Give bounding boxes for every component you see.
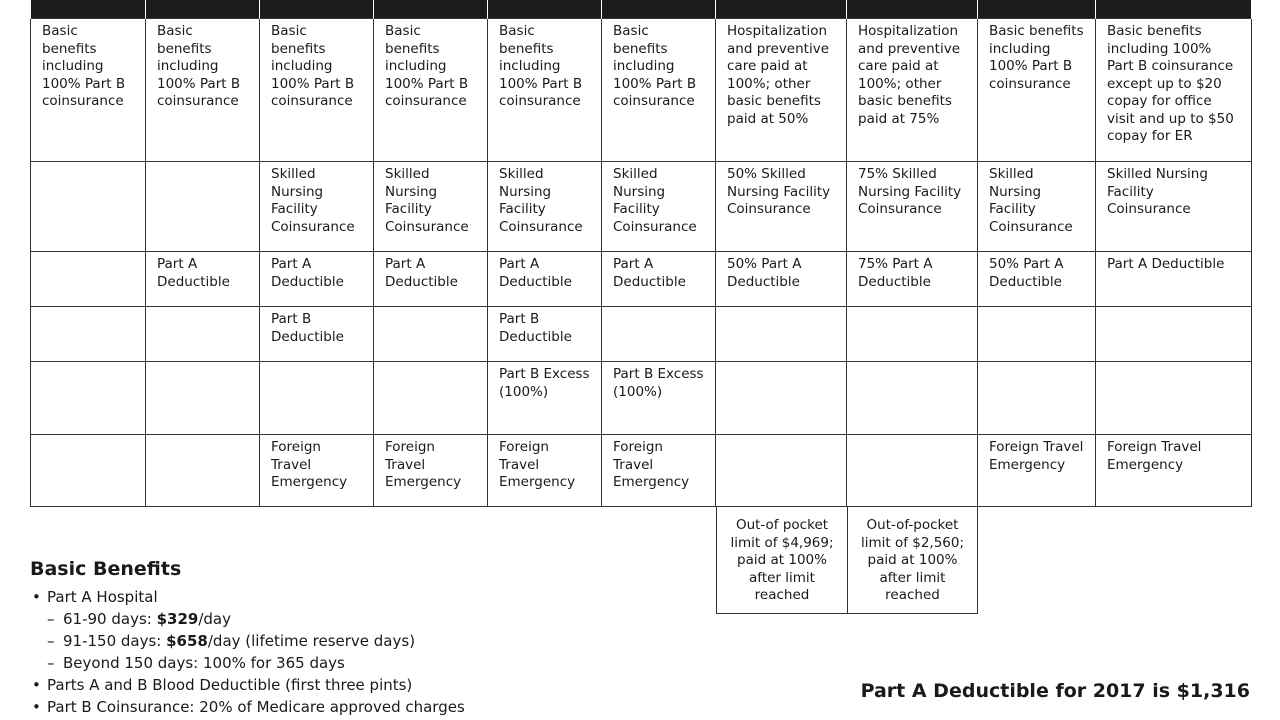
table-cell [146,307,260,362]
table-cell [847,435,978,507]
basic-benefits-list [30,586,465,718]
dash-glyph: – [47,610,55,628]
list-item-blood-deductible [30,674,465,696]
table-row-basic-benefits [31,19,1252,162]
plan-comparison-table [30,0,1252,507]
table-row-part-b-excess [31,362,1252,435]
table-cell [31,162,146,252]
table-cell [1096,307,1252,362]
out-of-pocket-limit-plan-k: Out-of pocket limit of $4,969; paid at 100% after limit reached [716,506,848,614]
table-cell [978,307,1096,362]
table-cell: Foreign Travel Emergency [602,435,716,507]
header-cell [374,0,488,19]
table-cell: 75% Skilled Nursing Facility Coinsurance [847,162,978,252]
table-cell [978,362,1096,435]
table-cell: 50% Part A Deductible [716,252,847,307]
table-cell: Foreign Travel Emergency [488,435,602,507]
list-item-text: Part B Coinsurance: 20% of Medicare approved charges [47,698,465,716]
table-cell: Basic benefits including 100% Part B coinsurance [146,19,260,162]
table-header-row [31,0,1252,19]
table-cell: Hospitalization and preventive care paid at 100%; other basic benefits paid at 50% [716,19,847,162]
table-cell [31,435,146,507]
table-cell [31,252,146,307]
header-cell [978,0,1096,19]
table-cell: Part A Deductible [602,252,716,307]
table-cell [374,362,488,435]
list-item-91-150-days [30,630,465,652]
list-item-label: 61-90 days: [63,610,157,628]
table-cell [374,307,488,362]
table-cell: Basic benefits including 100% Part B coinsurance [260,19,374,162]
table-cell: Foreign Travel Emergency [374,435,488,507]
table-cell [31,362,146,435]
list-item-unit: /day [198,610,231,628]
out-of-pocket-limit-plan-l: Out-of-pocket limit of $2,560; paid at 100% after limit reached [847,506,978,614]
header-cell [847,0,978,19]
table-cell: Part B Deductible [488,307,602,362]
list-item-61-90-days [30,608,465,630]
table-cell: Skilled Nursing Facility Coinsurance [602,162,716,252]
table-cell: Basic benefits including 100% Part B coinsurance [31,19,146,162]
list-item-text: Part A Hospital [47,588,158,606]
header-cell [716,0,847,19]
table-cell: Foreign Travel Emergency [260,435,374,507]
table-cell [31,307,146,362]
table-cell [716,435,847,507]
table-cell: Hospitalization and preventive care paid at 100%; other basic benefits paid at 75% [847,19,978,162]
table-row-foreign-travel [31,435,1252,507]
table-cell: Foreign Travel Emergency [1096,435,1252,507]
table-cell [716,362,847,435]
list-item-label: 91-150 days: [63,632,167,650]
table-cell: Part B Excess (100%) [602,362,716,435]
header-cell [260,0,374,19]
table-cell [260,362,374,435]
header-cell [488,0,602,19]
table-cell [847,307,978,362]
table-cell: Skilled Nursing Facility Coinsurance [978,162,1096,252]
list-item-part-b-coinsurance [30,696,465,718]
table-cell: Skilled Nursing Facility Coinsurance [260,162,374,252]
table-cell: Foreign Travel Emergency [978,435,1096,507]
table-cell [847,362,978,435]
header-cell [602,0,716,19]
table-cell: 75% Part A Deductible [847,252,978,307]
header-cell [146,0,260,19]
table-cell: Part A Deductible [374,252,488,307]
table-cell: Skilled Nursing Facility Coinsurance [488,162,602,252]
list-item-beyond-150-days [30,652,465,674]
table-cell: 50% Skilled Nursing Facility Coinsurance [716,162,847,252]
table-cell: Part A Deductible [260,252,374,307]
table-cell: Skilled Nursing Facility Coinsurance [1096,162,1252,252]
header-cell [31,0,146,19]
header-cell [1096,0,1252,19]
table-cell: Basic benefits including 100% Part B coinsurance [374,19,488,162]
table-cell: Basic benefits including 100% Part B coinsurance except up to $20 copay for office visit and up to $50 copay for ER [1096,19,1252,162]
list-item-part-a-hospital [30,586,465,608]
table-cell: Part B Excess (100%) [488,362,602,435]
table-cell [1096,362,1252,435]
list-item-text: Parts A and B Blood Deductible (first three pints) [47,676,413,694]
table-cell: Basic benefits including 100% Part B coinsurance [488,19,602,162]
table-cell: Basic benefits including 100% Part B coinsurance [602,19,716,162]
table-cell: 50% Part A Deductible [978,252,1096,307]
list-item-text: Beyond 150 days: 100% for 365 days [63,654,345,672]
table-cell: Part A Deductible [488,252,602,307]
table-cell: Part B Deductible [260,307,374,362]
table-cell: Skilled Nursing Facility Coinsurance [374,162,488,252]
table-cell [146,162,260,252]
table-cell: Basic benefits including 100% Part B coinsurance [978,19,1096,162]
table-cell [146,362,260,435]
list-item-unit: /day (lifetime reserve days) [207,632,416,650]
table-row-part-a-deductible [31,252,1252,307]
table-row-skilled-nursing [31,162,1252,252]
table-cell [716,307,847,362]
dash-glyph: – [47,654,55,672]
list-item-amount: $658 [166,632,208,650]
table-cell: Part A Deductible [146,252,260,307]
part-a-deductible-note: Part A Deductible for 2017 is $1,316 [860,680,1250,702]
basic-benefits-title: Basic Benefits [30,558,182,580]
dash-glyph: – [47,632,55,650]
list-item-amount: $329 [156,610,199,628]
table-cell [146,435,260,507]
table-row-part-b-deductible [31,307,1252,362]
table-cell: Part A Deductible [1096,252,1252,307]
table-cell [602,307,716,362]
